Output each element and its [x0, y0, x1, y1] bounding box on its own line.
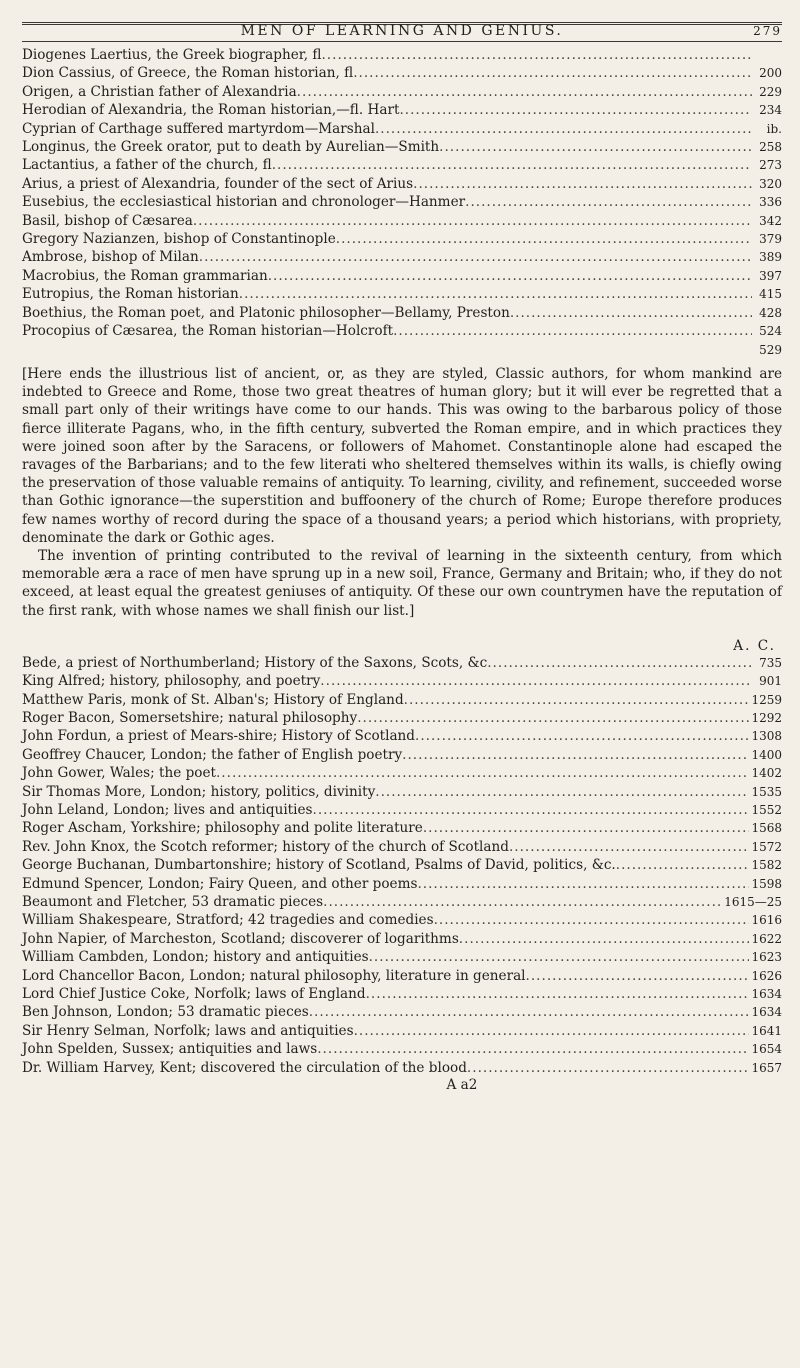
leader-dots: [320, 672, 752, 690]
entry-date: 1615—25: [724, 895, 782, 910]
entry-date: 1641: [751, 1023, 782, 1038]
entry-date: ib.: [766, 121, 782, 136]
leader-dots: [510, 304, 752, 322]
modern-authors-list: [22, 654, 782, 1077]
leader-dots: [423, 819, 750, 837]
entry-text: Bede, a priest of Northumberland; History of the Saxons, Scots, &c: [22, 654, 488, 671]
leader-dots: [354, 1022, 750, 1040]
list-item: [22, 46, 782, 64]
leader-dots: [239, 285, 752, 303]
entry-date: 379: [759, 232, 782, 247]
list-item: [22, 1059, 782, 1077]
entry-text: Eutropius, the Roman historian: [22, 286, 239, 303]
entry-text: Sir Henry Selman, Norfolk; laws and antiquities: [22, 1022, 354, 1039]
entry-text: Gregory Nazianzen, bishop of Constantinople: [22, 231, 336, 248]
leader-dots: [369, 948, 750, 966]
leader-dots: [193, 212, 752, 230]
entry-text: Roger Ascham, Yorkshire; philosophy and polite literature: [22, 820, 423, 837]
entry-text: John Leland, London; lives and antiquities: [22, 802, 313, 818]
entry-date: 342: [759, 213, 782, 228]
leader-dots: [467, 1059, 750, 1077]
leader-dots: [321, 46, 752, 64]
note-paragraph: [Here ends the illustrious list of ancient, or, as they are styled, Classic authors, for whom mankind are indebted to Greece and Rome, those two great theatres of human glory; but it will ever be regretted that a small part only of their writings have come to our hands. This was owing to the barbarous policy of those fierce illiterate Pagans, who, in the fifth century, subverted the Roman empire, and in which practices they were joined soon after by the Saracens, or followers of Mahomet. Constantinople alone had escaped the ravages of the Barbarians; and to the few literati who sheltered themselves within its walls, is chiefly owing the preservation of those valuable remains of antiquity. To learning, civility, and refinement, succeeded worse than Gothic ignorance—the superstition and buffoonery of the church of Rome; Europe therefore produces few names worthy of record during the space of a thousand years; a period which historians, with propriety, denominate the dark or Gothic ages.: [22, 365, 782, 546]
entry-text: Lactantius, a father of the church, fl: [22, 157, 272, 174]
leader-dots: [272, 156, 752, 174]
entry-date: 389: [759, 250, 782, 265]
leader-dots: [465, 193, 752, 211]
leader-dots: [413, 175, 752, 193]
entry-text: Herodian of Alexandria, the Roman historian,—fl. Hart: [22, 102, 400, 119]
list-item: [22, 230, 782, 248]
entry-date: 428: [759, 305, 782, 320]
entry-text: Eusebius, the ecclesiastical historian and chronologer—Hanmer: [22, 194, 466, 211]
leader-dots: [399, 101, 752, 119]
entry-text: Procopius of Cæsarea, the Roman historian—Holcroft: [22, 323, 394, 340]
leader-dots: [353, 64, 752, 82]
list-item: [22, 101, 782, 119]
leader-dots: [309, 1003, 750, 1021]
leader-dots: [417, 875, 749, 893]
list-item: [22, 120, 782, 138]
entry-text: Macrobius, the Roman grammarian: [22, 267, 268, 284]
leader-dots: [616, 856, 750, 874]
entry-date: 1634: [751, 987, 782, 1002]
list-item: [22, 285, 782, 303]
entry-date: 1623: [751, 950, 782, 965]
leader-dots: [526, 967, 750, 985]
leader-dots: [297, 83, 752, 101]
head-rule: [22, 41, 782, 42]
list-item: [22, 709, 782, 727]
list-item: [22, 727, 782, 745]
list-item: [22, 875, 782, 893]
entry-date: 901: [759, 674, 782, 689]
entry-text: Origen, a Christian father of Alexandria: [22, 83, 297, 100]
leader-dots: [439, 138, 752, 156]
leader-dots: [375, 120, 752, 138]
entry-date: 524: [759, 324, 782, 339]
list-item: [22, 1040, 782, 1058]
entry-date: 273: [759, 158, 782, 173]
entry-date: 336: [759, 195, 782, 210]
ancient-authors-list: [22, 46, 782, 359]
entry-text: Beaumont and Fletcher, 53 dramatic pieces: [22, 894, 324, 911]
leader-dots: [366, 985, 750, 1003]
entry-text: Edmund Spencer, London; Fairy Queen, and other poems: [22, 875, 418, 892]
leader-dots: [487, 654, 752, 672]
list-item: [22, 764, 782, 782]
entry-date: 1400: [751, 747, 782, 762]
list-item: [22, 801, 782, 819]
list-item: [22, 930, 782, 948]
list-item: [22, 654, 782, 672]
entry-date: 529: [759, 342, 782, 357]
entry-date: 1535: [751, 784, 782, 799]
list-item: [22, 156, 782, 174]
list-item: [22, 138, 782, 156]
entry-text: Basil, bishop of Cæsarea: [22, 212, 193, 229]
entry-date: 1292: [751, 710, 782, 725]
entry-text: John Gower, Wales; the poet: [22, 765, 216, 782]
list-item: [22, 672, 782, 690]
entry-date: 1657: [751, 1060, 782, 1075]
running-head-title: MEN OF LEARNING AND GENIUS.: [240, 23, 564, 39]
note-paragraph: The invention of printing contributed to the revival of learning in the sixteenth century, from which memorable æra a race of men have sprung up in a new soil, France, Germany and Britain; who, if they do not exceed, at least equal the greatest geniuses of antiquity. Of these our own countrymen have the reputation of the first rank, with whose names we shall finish our list.]: [22, 547, 782, 619]
entry-date: 258: [759, 140, 782, 155]
entry-text: Arius, a priest of Alexandria, founder of the sect of Arius: [22, 175, 414, 192]
list-item: [22, 248, 782, 266]
list-item: [22, 691, 782, 709]
entry-date: 1308: [751, 729, 782, 744]
list-item: [22, 746, 782, 764]
list-item: [22, 856, 782, 874]
entry-text: Roger Bacon, Somersetshire; natural philosophy: [22, 709, 358, 726]
signature-mark: A a2: [446, 1077, 478, 1094]
entry-date: 229: [759, 84, 782, 99]
leader-dots: [323, 893, 722, 911]
list-item: [22, 819, 782, 837]
leader-dots: [317, 1040, 749, 1058]
entry-text: John Napier, of Marcheston, Scotland; discoverer of logarithms: [22, 930, 459, 947]
page-number: 279: [753, 24, 782, 38]
entry-date: 735: [759, 655, 782, 670]
entry-date: 320: [759, 176, 782, 191]
list-item: [22, 838, 782, 856]
entry-text: Longinus, the Greek orator, put to death by Aurelian—Smith: [22, 139, 440, 156]
leader-dots: [336, 230, 752, 248]
entry-text: Lord Chief Justice Coke, Norfolk; laws of England: [22, 986, 366, 1003]
list-item: [22, 267, 782, 285]
list-item: [22, 967, 782, 985]
entry-date: 1552: [751, 803, 782, 817]
list-item: [22, 948, 782, 966]
list-item: [22, 1022, 782, 1040]
entry-text: John Fordun, a priest of Mears-shire; History of Scotland: [22, 728, 416, 745]
entry-text: Rev. John Knox, the Scotch reformer; history of the church of Scotland: [22, 838, 509, 855]
leader-dots: [509, 838, 749, 856]
entry-date: 1598: [751, 876, 782, 891]
list-item: [22, 304, 782, 322]
entry-date: 1654: [751, 1042, 782, 1057]
entry-date: 200: [759, 66, 782, 81]
entry-date: 415: [759, 287, 782, 302]
entry-date: 397: [759, 268, 782, 283]
entry-text: Ben Johnson, London; 53 dramatic pieces: [22, 1004, 309, 1021]
entry-date: 1568: [751, 821, 782, 836]
list-item: [22, 193, 782, 211]
running-head: [22, 23, 782, 39]
leader-dots: [357, 709, 749, 727]
list-item: [22, 83, 782, 101]
entry-text: William Cambden, London; history and antiquities: [22, 949, 369, 966]
entry-text: Diogenes Laertius, the Greek biographer, fl: [22, 47, 322, 63]
entry-date: 1622: [751, 931, 782, 946]
leader-dots: [268, 267, 752, 285]
entry-text: Ambrose, bishop of Milan: [22, 249, 199, 266]
list-item: [22, 783, 782, 801]
list-item: [22, 911, 782, 929]
entry-text: Dr. William Harvey, Kent; discovered the circulation of the blood: [22, 1059, 467, 1076]
entry-date: 1402: [751, 766, 782, 781]
list-item: [22, 985, 782, 1003]
leader-dots: [393, 322, 752, 340]
leader-dots: [375, 783, 749, 801]
entry-text: Matthew Paris, monk of St. Alban's; History of England: [22, 691, 404, 708]
entry-text: King Alfred; history, philosophy, and poetry: [22, 673, 321, 690]
entry-date: 1572: [751, 839, 782, 854]
entry-date: 234: [759, 103, 782, 118]
leader-dots: [313, 801, 750, 819]
column-heading: A. C.: [733, 637, 776, 654]
editorial-note: [22, 365, 782, 620]
entry-text: Sir Thomas More, London; history, politics, divinity: [22, 783, 376, 800]
leader-dots: [402, 746, 749, 764]
entry-date: 1634: [751, 1005, 782, 1020]
entry-text: Lord Chancellor Bacon, London; natural philosophy, literature in general: [22, 967, 526, 984]
entry-text: John Spelden, Sussex; antiquities and laws: [22, 1041, 318, 1058]
entry-text: Geoffrey Chaucer, London; the father of English poetry: [22, 746, 403, 763]
entry-date: 1582: [751, 858, 782, 873]
list-item: [22, 1003, 782, 1021]
leader-dots: [216, 764, 749, 782]
leader-dots: [404, 691, 750, 709]
leader-dots: [459, 930, 750, 948]
entry-text: William Shakespeare, Stratford; 42 tragedies and comedies: [22, 912, 434, 929]
entry-date: 1626: [751, 968, 782, 983]
list-item: [22, 212, 782, 230]
list-item: [22, 322, 782, 340]
leader-dots: [199, 248, 752, 266]
entry-text: George Buchanan, Dumbartonshire; history of Scotland, Psalms of David, politics, &c.: [22, 857, 616, 874]
leader-dots: [434, 911, 750, 929]
entry-date: 1259: [751, 692, 782, 707]
entry-text: Boethius, the Roman poet, and Platonic philosopher—Bellamy, Preston: [22, 304, 510, 321]
list-item: [22, 341, 782, 359]
entry-date: 1616: [751, 913, 782, 928]
list-item: [22, 64, 782, 82]
leader-dots: [415, 727, 749, 745]
entry-text: Cyprian of Carthage suffered martyrdom—Marshal: [22, 120, 375, 137]
list-item: [22, 175, 782, 193]
entry-text: Dion Cassius, of Greece, the Roman historian, fl: [22, 65, 354, 82]
list-item: [22, 893, 782, 911]
